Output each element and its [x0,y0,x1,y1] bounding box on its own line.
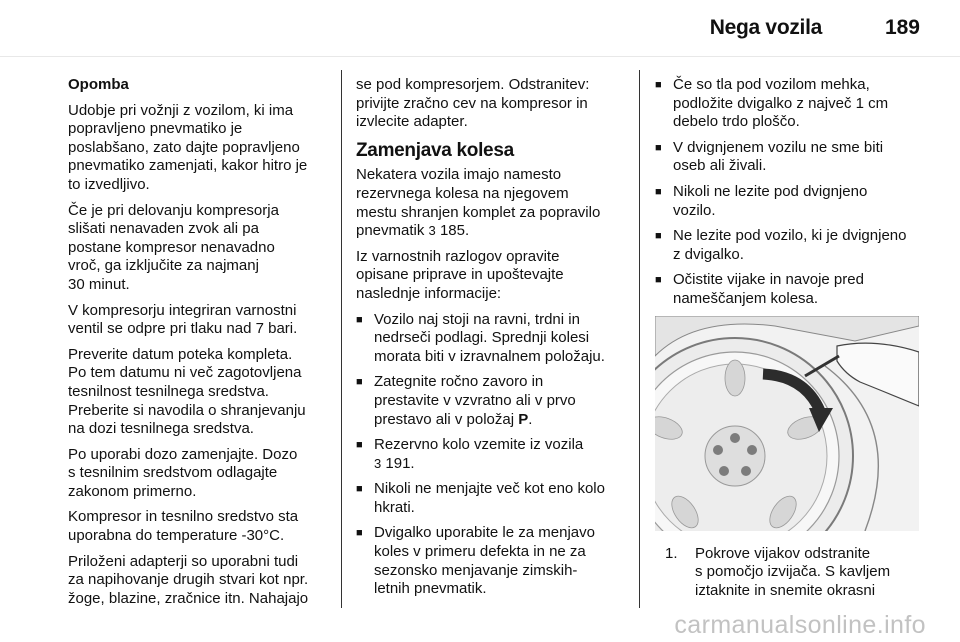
bullet-item: ■ V dvignjenem vozilu ne sme biti oseb ali živali. [655,139,930,176]
step-number: 1. [665,544,678,562]
note-paragraph-1: Udobje pri vožnji z vozilom, ki ima popravljeno pnevmatiko je poslabšano, zato dajte popravljeno pnevmatiko zamenjati, kakor hitro je to izvedljivo. [68,101,308,193]
safety-paragraph: Iz varnostnih razlogov opravite opisane priprave in upoštevajte naslednje informacije: [356,247,564,302]
bullet-item: ■ Rezervno kolo vzemite iz vozila 3 191. [356,436,626,473]
watermark: carmanualsonline.info [674,611,926,639]
column-divider-1 [341,70,342,608]
bullet-item: ■ Zategnite ročno zavoro in prestavite v vzvratno ali v prvo prestavo ali v položaj P. [356,373,626,429]
bullet-item: ■ Če so tla pod vozilom mehka, podložite dvigalko z največ 1 cm debelo trdo ploščo. [655,76,930,132]
reference-arrow-icon: 3 [428,223,436,239]
note-paragraph-2: Če je pri delovanju kompresorja slišati nenavaden zvok ali pa postane kompresor nenavadno vroč, ga izključite za najmanj 30 minut. [68,201,279,293]
reference-arrow-icon: 3 [374,455,382,471]
continuation-paragraph: se pod kompresorjem. Odstranitev: privijte zračno cev na kompresor in izvlecite adapter. [356,76,590,131]
wheel-cover-illustration [655,316,919,531]
note-paragraph-3: V kompresorju integriran varnostni ventil se odpre pri tlaku nad 7 bari. [68,301,298,338]
header-rule [0,56,960,57]
note-paragraph-6: Kompresor in tesnilno sredstvo sta uporabna do temperature -30°C. [68,508,299,545]
step-item-1: 1. Pokrove vijakov odstranite s pomočjo izvijača. S kavljem iztaknite in snemite okrasni [665,544,891,599]
page-reference-link[interactable]: 191. [385,454,415,472]
note-title: Opomba [68,76,129,93]
wheel-illustration-svg [655,316,919,531]
note-paragraph-7: Priloženi adapterji so uporabni tudi za napihovanje drugih stvari kot npr. žoge, blazine, zračnice itn. Nahajajo [68,552,309,607]
page-reference-link[interactable]: 185. [439,222,470,240]
bullet-item: ■ Očistite vijake in navoje pred nameščanjem kolesa. [655,271,930,308]
page-number: 189 [884,16,920,39]
gear-position-p: P [518,410,529,428]
column-2 [356,76,626,606]
section-heading: Zamenjava kolesa [356,139,514,161]
bullet-item: ■ Nikoli ne lezite pod dvignjeno vozilo. [655,183,930,220]
intro-paragraph: Nekatera vozila imajo namesto rezervnega kolesa na njegovem mestu shranjen komplet za popravilo pnevmatik 3 185. [356,166,601,240]
column-3 [655,76,930,600]
column-divider-2 [639,70,640,608]
bullet-item: ■ Ne lezite pod vozilo, ki je dvignjeno z dvigalko. [655,227,930,264]
page-header-title: Nega vozila [709,16,822,39]
bullet-item: ■ Dvigalko uporabite le za menjavo koles v primeru defekta in ne za sezonsko menjavanje zimskih- letnih pnevmatik. [356,524,626,598]
bullet-item: ■ Nikoli ne menjajte več kot eno kolo hkrati. [356,480,626,517]
note-paragraph-5: Po uporabi dozo zamenjajte. Dozo s tesnilnim sredstvom odlagajte zakonom primerno. [68,445,298,500]
note-paragraph-4: Preverite datum poteka kompleta. Po tem datumu ni več zagotovljena tesnilnost tesnilnega sredstva. Preberite si navodila o shranjevanju na dozi tesnilnega sredstva. [68,345,306,438]
column-1 [68,76,336,615]
bullet-item: ■ Vozilo naj stoji na ravni, trdni in nedrseči podlagi. Sprednji kolesi morata biti v izravnalnem položaju. [356,311,626,367]
